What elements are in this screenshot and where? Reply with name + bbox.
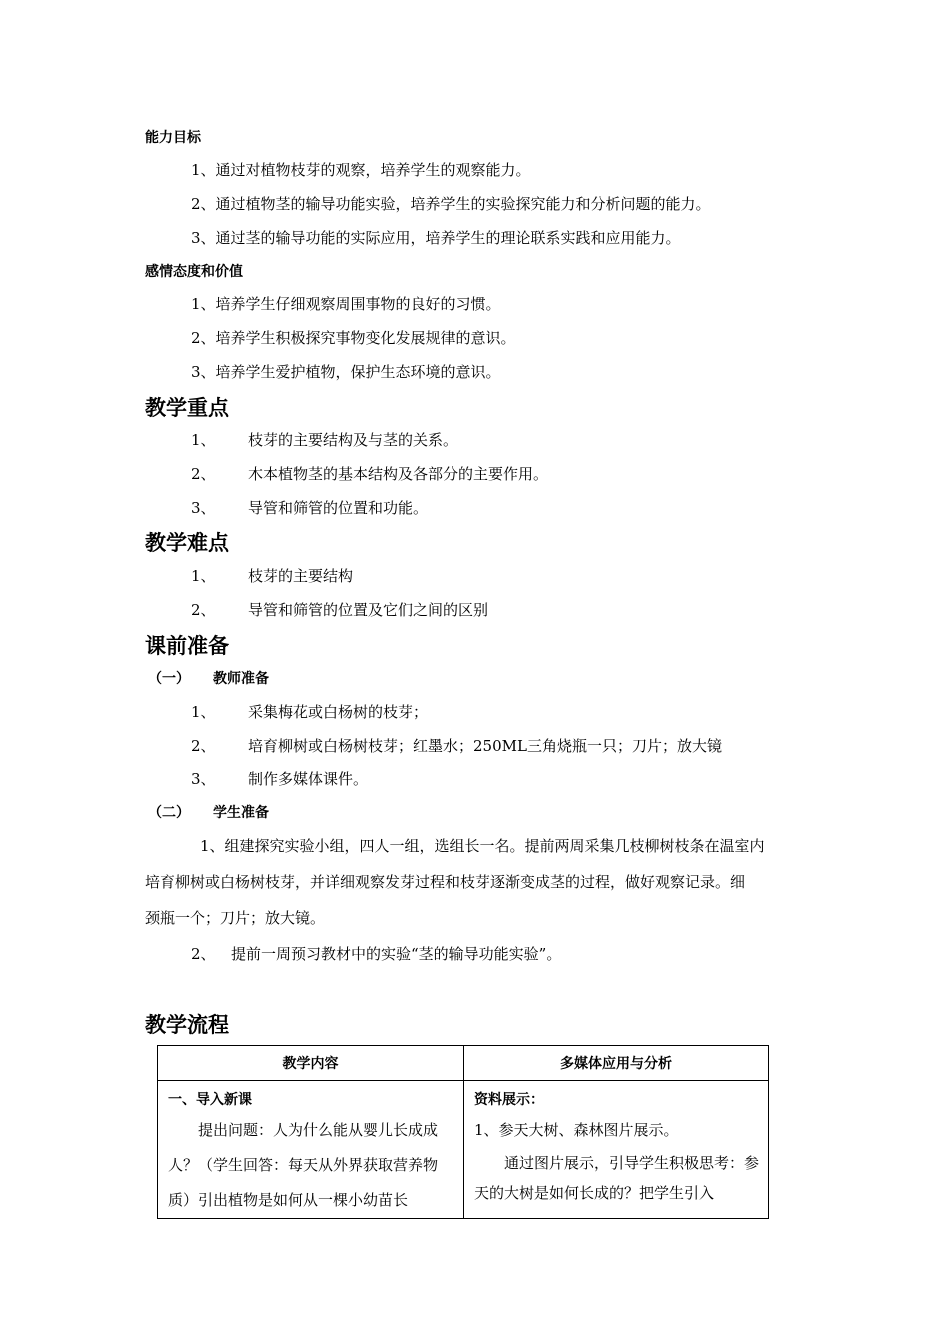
teacher-item-3-text: 制作多媒体课件。 (248, 770, 369, 788)
student-item-2-num: 2、 (191, 945, 216, 963)
student-item-2-text: 提前一周预习教材中的实验“茎的输导功能实验”。 (231, 945, 562, 963)
difficulty-1-text: 枝芽的主要结构 (248, 567, 354, 585)
student-prep-title: 学生准备 (213, 805, 269, 821)
ability-item-3: 3、通过茎的输导功能的实际应用，培养学生的理论联系实践和应用能力。 (191, 229, 681, 247)
ability-heading: 能力目标 (145, 130, 201, 146)
difficulty-2-num: 2、 (191, 601, 216, 619)
teacher-item-3-num: 3、 (191, 770, 216, 788)
student-para-line-1: 1、组建探究实验小组，四人一组，选组长一名。提前两周采集几枝柳树枝条在温室内 (200, 837, 765, 855)
key-point-3-num: 3、 (191, 499, 216, 517)
teacher-item-2-text: 培育柳树或白杨树枝芽；红墨水；250ML三角烧瓶一只；刀片；放大镜 (248, 737, 722, 755)
key-point-2-num: 2、 (191, 465, 216, 483)
student-prep-num: （二） (148, 805, 190, 821)
emotion-item-1: 1、培养学生仔细观察周围事物的良好的习惯。 (191, 295, 501, 313)
ability-item-2: 2、通过植物茎的输导功能实验，培养学生的实验探究能力和分析问题的能力。 (191, 195, 711, 213)
teacher-item-1-num: 1、 (191, 703, 216, 721)
key-point-1-text: 枝芽的主要结构及与茎的关系。 (248, 431, 459, 449)
media-text: 通过图片展示，引导学生积极思考：参天的大树是如何长成的？把学生引入 (474, 1154, 760, 1202)
difficulty-1-num: 1、 (191, 567, 216, 585)
col-header-content: 教学内容 (158, 1046, 464, 1081)
flow-heading: 教学流程 (145, 1013, 229, 1037)
ability-item-1: 1、通过对植物枝芽的观察，培养学生的观察能力。 (191, 161, 531, 179)
teacher-prep-title: 教师准备 (213, 671, 269, 687)
table-header-row (158, 1046, 769, 1081)
emotion-item-2: 2、培养学生积极探究事物变化发展规律的意识。 (191, 329, 516, 347)
key-points-heading: 教学重点 (145, 396, 229, 420)
teacher-prep-num: （一） (148, 671, 190, 687)
content-cell (158, 1081, 464, 1219)
col-header-media: 多媒体应用与分析 (464, 1046, 769, 1081)
emotion-item-3: 3、培养学生爱护植物，保护生态环境的意识。 (191, 363, 501, 381)
preparation-heading: 课前准备 (145, 634, 229, 658)
teacher-item-2-num: 2、 (191, 737, 216, 755)
emotion-heading: 感情态度和价值 (145, 264, 243, 280)
media-cell (464, 1081, 769, 1219)
key-point-3-text: 导管和筛管的位置和功能。 (248, 499, 429, 517)
media-title: 资料展示： (474, 1092, 544, 1108)
teacher-item-1-text: 采集梅花或白杨树的枝芽； (248, 703, 429, 721)
difficulties-heading: 教学难点 (145, 531, 229, 555)
difficulty-2-text: 导管和筛管的位置及它们之间的区别 (248, 601, 489, 619)
student-para-line-3: 颈瓶一个；刀片；放大镜。 (145, 909, 326, 927)
teaching-flow-table (157, 1045, 769, 1219)
student-para-line-2: 培育柳树或白杨树枝芽，并详细观察发芽过程和枝芽逐渐变成茎的过程，做好观察记录。细 (145, 873, 746, 891)
media-item-1: 1、参天大树、森林图片展示。 (474, 1121, 679, 1139)
key-point-2-text: 木本植物茎的基本结构及各部分的主要作用。 (248, 465, 549, 483)
intro-text: 提出问题：人为什么能从婴儿长成成人？（学生回答：每天从外界获取营养物质）引出植物是如何从一棵小幼苗长 (168, 1121, 439, 1209)
intro-title: 一、导入新课 (168, 1092, 252, 1108)
key-point-1-num: 1、 (191, 431, 216, 449)
table-row (158, 1081, 769, 1219)
